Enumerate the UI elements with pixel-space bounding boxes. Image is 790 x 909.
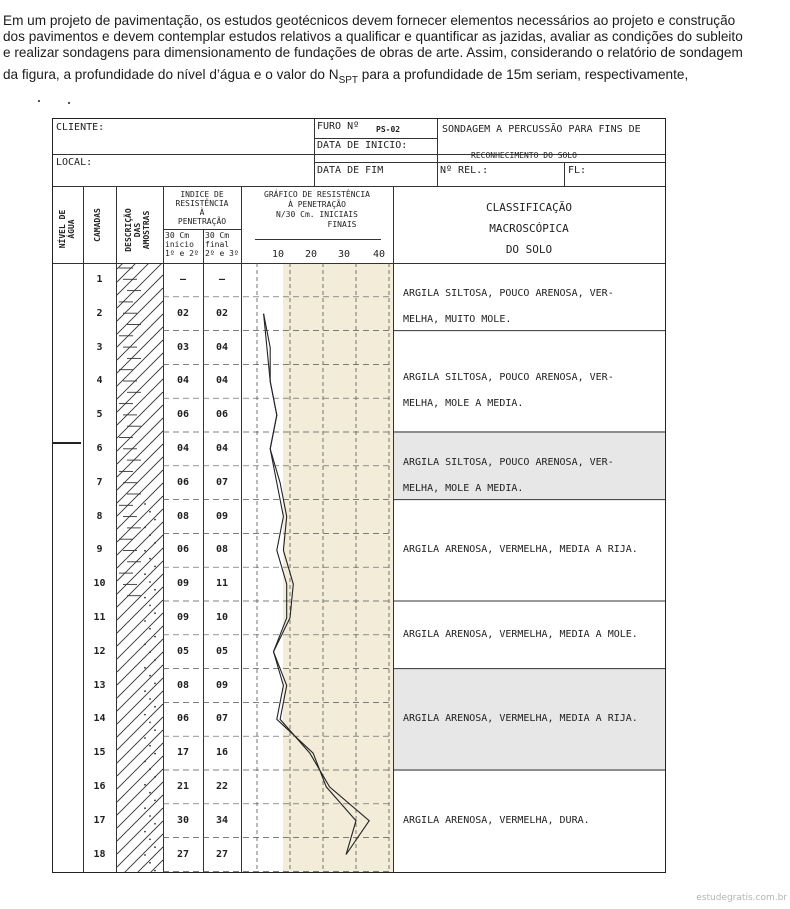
question-line-2: dos pavimentos e devem contemplar estudos relativos a qualificar e quantificar as jazidas, avaliar as condições do subleito <box>3 29 743 44</box>
depth-label: 5 <box>96 409 103 421</box>
n-inicial-value: 17 <box>176 747 190 759</box>
sand-dot <box>154 870 156 872</box>
n-final-value: 27 <box>215 848 229 860</box>
n-inicial-value: 30 <box>176 814 190 826</box>
report-title-1: SONDAGEM A PERCUSSÃO PARA FINS DE <box>442 124 641 135</box>
sand-dot <box>154 589 156 591</box>
sand-dot <box>154 776 156 778</box>
hatch-line <box>117 717 163 763</box>
hatch-line <box>117 821 163 867</box>
n-final-value: 04 <box>215 375 229 387</box>
n-inicial-value: 04 <box>176 375 190 387</box>
sand-dot <box>144 597 146 599</box>
n-final-value: 07 <box>215 713 229 725</box>
hatch-line <box>117 314 163 360</box>
inicio-line-3: 1º e 2º <box>165 249 199 258</box>
n-inicial-value: 08 <box>176 679 190 691</box>
camadas-header: CAMADAS <box>93 208 102 242</box>
scan-specks <box>38 100 88 106</box>
soil-classification <box>403 544 663 556</box>
indice-line-2: RESISTÊNCIA <box>175 199 229 208</box>
hatch-line <box>117 782 163 828</box>
question-line-4-start: da figura, a profundidade do nível d’água e o valor do N <box>3 67 339 82</box>
depth-label: 6 <box>96 442 103 454</box>
n-inicial-value: 02 <box>176 307 190 319</box>
hatch-line <box>117 665 163 711</box>
hatch-line <box>117 795 163 841</box>
n-final-value: 09 <box>215 679 229 691</box>
n-final-value: 22 <box>215 780 229 792</box>
final-line-3: 2º e 3º <box>205 249 239 258</box>
grafico-tick: 30 <box>338 249 351 260</box>
soil-classification <box>403 450 663 502</box>
indice-line-3: À <box>199 208 205 217</box>
hatch-line <box>117 613 163 659</box>
grafico-line-4: FINAIS <box>327 220 357 229</box>
sand-dot <box>144 550 146 552</box>
final-line-1: 30 Cm <box>205 231 230 240</box>
hatch-line <box>117 327 163 373</box>
hatch-line <box>117 457 163 503</box>
sand-dot <box>154 612 156 614</box>
soil-classification <box>403 815 663 827</box>
grafico-line-2: À PENETRAÇÃO <box>288 200 346 209</box>
local-label: LOCAL: <box>56 157 93 168</box>
classification-line: ARGILA ARENOSA, VERMELHA, MEDIA A RIJA. <box>403 544 638 556</box>
grafico-tick: 10 <box>272 249 285 260</box>
hatch-line <box>117 509 163 555</box>
n-final-value: 04 <box>215 442 229 454</box>
n-inicial-value: 27 <box>176 848 190 860</box>
classification-line: MELHA, MUITO MOLE. <box>403 313 512 325</box>
grafico-tick: 20 <box>305 249 318 260</box>
hatch-line <box>117 249 163 295</box>
n-inicial-value: 08 <box>176 510 190 522</box>
cliente-label: CLIENTE: <box>56 122 105 133</box>
n-final-value: 11 <box>215 578 229 590</box>
n-inicial-value: – <box>179 273 187 285</box>
depth-label: 2 <box>96 307 103 319</box>
classification-line: ARGILA ARENOSA, VERMELHA, DURA. <box>403 814 590 826</box>
n-final-value: 04 <box>215 341 229 353</box>
sand-dot <box>144 737 146 739</box>
classificacao-line-1: CLASSIFICAÇÃO <box>485 201 573 214</box>
spt-final-curve <box>264 314 370 855</box>
sand-dot <box>149 839 151 841</box>
n-inicial-value: 06 <box>176 713 190 725</box>
depth-label: 12 <box>93 645 106 657</box>
depth-label: 14 <box>93 713 106 725</box>
sand-dot <box>149 815 151 817</box>
water-level-marker <box>53 442 81 444</box>
hatch-line <box>117 236 163 282</box>
n-inicial-value: 21 <box>176 780 190 792</box>
sand-dot <box>154 706 156 708</box>
n-final-value: 05 <box>215 645 229 657</box>
hatch-line <box>117 405 163 451</box>
sand-dot <box>149 792 151 794</box>
depth-label: 8 <box>96 510 103 522</box>
hatch-line <box>117 496 163 542</box>
depth-label: 16 <box>93 780 106 792</box>
sand-dot <box>144 714 146 716</box>
sand-dot <box>154 636 156 638</box>
sand-dot <box>154 659 156 661</box>
hatch-line <box>117 379 163 425</box>
sand-dot <box>149 745 151 747</box>
hatch-line <box>117 639 163 685</box>
sand-dot <box>154 683 156 685</box>
sand-dot <box>154 542 156 544</box>
hatch-line <box>117 223 163 269</box>
hatch-line <box>117 483 163 529</box>
sand-dot <box>149 862 151 864</box>
sand-dot <box>144 620 146 622</box>
descricao-line-3: AMOSTRAS <box>142 210 151 250</box>
question-line-3: e realizar sondagens para dimensionamento de fundações de obras de arte. Assim, considerando o relatório de sondagem <box>3 45 743 60</box>
n-inicial-value: 06 <box>176 476 190 488</box>
n-final-value: 34 <box>215 814 229 826</box>
data-inicio-label: DATA DE INICIO: <box>317 140 408 151</box>
n-final-value: 09 <box>215 510 229 522</box>
sand-dot <box>144 784 146 786</box>
sand-dot <box>144 644 146 646</box>
depth-label: 3 <box>96 341 103 353</box>
sand-dot <box>144 503 146 505</box>
grafico-line-1: GRÁFICO DE RESISTÊNCIA <box>264 190 370 199</box>
n-inicial-value: 05 <box>176 645 190 657</box>
sand-dot <box>154 823 156 825</box>
hatch-line <box>117 418 163 464</box>
soil-classification <box>403 713 663 725</box>
nivel-line-1: NÍVEL DE <box>58 209 67 249</box>
depth-label: 9 <box>96 544 103 556</box>
hatch-line <box>117 522 163 568</box>
classification-line: ARGILA SILTOSA, POUCO ARENOSA, VER- <box>403 456 614 468</box>
sand-dot <box>149 534 151 536</box>
n-final-value: 07 <box>215 476 229 488</box>
hatch-line <box>117 769 163 815</box>
nspt-subscript: SPT <box>338 75 359 86</box>
question-text <box>3 13 783 89</box>
sand-dot <box>149 722 151 724</box>
hatch-line <box>117 275 163 321</box>
sand-dot <box>144 667 146 669</box>
n-final-value: 10 <box>215 611 229 623</box>
sand-dot <box>144 854 146 856</box>
sand-dot <box>154 729 156 731</box>
n-inicial-value: 06 <box>176 409 190 421</box>
n-inicial-value: 06 <box>176 544 190 556</box>
sand-dot <box>149 511 151 513</box>
inicio-line-1: 30 Cm <box>165 231 190 240</box>
inicio-line-2: inicio <box>165 240 194 249</box>
watermark: estudegratis.com.br <box>696 893 787 903</box>
classificacao-line-2: MACROSCÓPICA <box>489 222 569 235</box>
hatch-line <box>117 626 163 672</box>
n-final-value: 08 <box>215 544 229 556</box>
sand-dot <box>149 605 151 607</box>
hatch-line <box>117 691 163 737</box>
sand-dot <box>144 573 146 575</box>
classification-line: ARGILA SILTOSA, POUCO ARENOSA, VER- <box>403 372 614 384</box>
hatch-line <box>117 301 163 347</box>
depth-label: 7 <box>96 476 103 488</box>
hatch-line <box>117 587 163 633</box>
sand-dot <box>149 651 151 653</box>
hatch-line <box>117 548 163 594</box>
spt-initial-curve <box>264 314 356 855</box>
final-line-2: final <box>205 240 230 249</box>
n-final-value: 06 <box>215 409 229 421</box>
fl-label: FL: <box>568 165 587 176</box>
sand-dot <box>144 831 146 833</box>
classification-line: ARGILA SILTOSA, POUCO ARENOSA, VER- <box>403 287 614 299</box>
n-rel-label: Nº REL.: <box>440 165 489 176</box>
hatch-line <box>117 652 163 698</box>
depth-label: 17 <box>93 814 106 826</box>
sand-dot <box>149 558 151 560</box>
sand-dot <box>154 566 156 568</box>
n-inicial-value: 09 <box>176 611 190 623</box>
soil-classification <box>403 365 663 417</box>
hatch-line <box>117 730 163 776</box>
depth-label: 11 <box>93 611 106 623</box>
furo-value: PS-02 <box>376 125 401 134</box>
sand-dot <box>149 768 151 770</box>
question-line-1: Em um projeto de pavimentação, os estudos geotécnicos devem fornecer elementos necessários ao projeto e construção <box>3 13 736 28</box>
sand-dot <box>149 581 151 583</box>
sand-dot <box>144 527 146 529</box>
hatch-line <box>117 535 163 581</box>
report-title-2: RECONHECIMENTO DO SOLO <box>471 151 577 160</box>
sand-dot <box>154 753 156 755</box>
sand-dot <box>144 761 146 763</box>
hatch-line <box>117 574 163 620</box>
descricao-line-1: DESCRIÇÃO <box>124 208 133 252</box>
depth-label: 10 <box>93 578 106 590</box>
depth-label: 1 <box>96 273 103 285</box>
sand-dot <box>144 690 146 692</box>
indice-line-1: INDICE DE <box>180 190 224 199</box>
soil-classification <box>403 281 663 333</box>
hatch-line <box>117 366 163 412</box>
sand-dot <box>154 800 156 802</box>
hatch-line <box>117 600 163 646</box>
sand-dot <box>149 698 151 700</box>
hatch-line <box>117 743 163 789</box>
sand-dot <box>149 675 151 677</box>
hatch-line <box>117 470 163 516</box>
n-inicial-value: 03 <box>176 341 190 353</box>
furo-label: FURO Nº <box>317 121 360 132</box>
classification-line: ARGILA ARENOSA, VERMELHA, MEDIA A MOLE. <box>403 628 638 640</box>
question-line-4-end: para a profundidade de 15m seriam, respectivamente, <box>358 67 689 82</box>
depth-label: 4 <box>96 375 103 387</box>
question-line-4 <box>3 67 783 89</box>
boring-log-sheet <box>52 118 666 873</box>
classification-line: MELHA, MOLE A MEDIA. <box>403 398 524 410</box>
grafico-tick: 40 <box>373 249 386 260</box>
classificacao-line-3: DO SOLO <box>505 243 553 256</box>
depth-label: 13 <box>93 679 106 691</box>
n-inicial-value: 09 <box>176 578 190 590</box>
sand-dot <box>149 628 151 630</box>
hatch-line <box>117 808 163 854</box>
sand-dot <box>154 519 156 521</box>
classification-line: MELHA, MOLE A MEDIA. <box>403 482 524 494</box>
grafico-line-3: N/30 Cm. INICIAIS <box>276 210 358 219</box>
sand-dot <box>154 846 156 848</box>
n-final-value: – <box>218 273 226 285</box>
hatch-line <box>117 678 163 724</box>
nivel-line-2: ÁGUA <box>67 219 76 239</box>
soil-classification <box>403 629 663 641</box>
hatch-line <box>117 704 163 750</box>
classification-line: ARGILA ARENOSA, VERMELHA, MEDIA A RIJA. <box>403 713 638 725</box>
n-inicial-value: 04 <box>176 442 190 454</box>
depth-label: 18 <box>93 848 106 860</box>
n-final-value: 16 <box>215 747 229 759</box>
hatch-line <box>117 756 163 802</box>
hatch-line <box>117 288 163 334</box>
n-final-value: 02 <box>215 307 229 319</box>
hatch-line <box>117 262 163 308</box>
sand-dot <box>144 807 146 809</box>
indice-line-4: PENETRAÇÃO <box>177 217 227 226</box>
depth-label: 15 <box>93 747 106 759</box>
data-fim-label: DATA DE FIM <box>317 165 384 176</box>
descricao-line-2: DAS <box>133 222 142 238</box>
hatch-pattern <box>117 223 163 872</box>
